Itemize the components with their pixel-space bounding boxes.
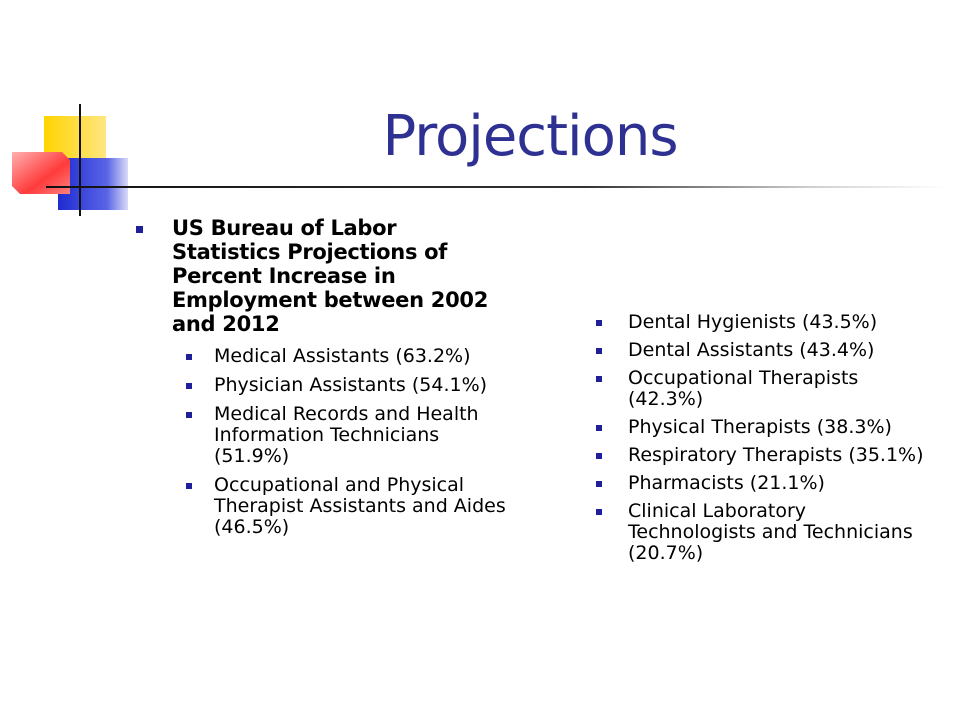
left-column	[136, 216, 506, 546]
list-item	[596, 340, 926, 361]
bullet-square-icon	[136, 226, 143, 233]
right-column	[596, 312, 926, 571]
list-item-text: Medical Records and Health Information Technicians (51.9%)	[214, 403, 479, 467]
list-item-text: Dental Hygienists (43.5%)	[628, 311, 878, 333]
main-bullet	[136, 216, 506, 336]
bullet-square-icon	[596, 481, 602, 487]
main-bullet-text: US Bureau of Labor Statistics Projections of Percent Increase in Employment between 2002 and 2012	[172, 216, 489, 336]
list-item	[186, 475, 506, 538]
list-item-text: Physician Assistants (54.1%)	[214, 374, 488, 396]
list-item	[596, 417, 926, 438]
right-sub-list	[596, 312, 926, 564]
list-item	[596, 445, 926, 466]
bullet-square-icon	[596, 425, 602, 431]
list-item-text: Clinical Laboratory Technologists and Technicians (20.7%)	[628, 500, 913, 564]
list-item-text: Dental Assistants (43.4%)	[628, 339, 875, 361]
list-item	[186, 346, 506, 367]
list-item	[596, 312, 926, 333]
bullet-square-icon	[186, 354, 192, 360]
list-item	[186, 375, 506, 396]
list-item-text: Occupational and Physical Therapist Assistants and Aides (46.5%)	[214, 474, 506, 538]
list-item-text: Physical Therapists (38.3%)	[628, 416, 892, 438]
bullet-square-icon	[596, 348, 602, 354]
bullet-square-icon	[596, 376, 602, 382]
bullet-square-icon	[186, 412, 192, 418]
bullet-square-icon	[596, 320, 602, 326]
list-item-text: Respiratory Therapists (35.1%)	[628, 444, 924, 466]
bullet-square-icon	[186, 383, 192, 389]
list-item	[596, 368, 926, 410]
left-sub-list	[136, 346, 506, 538]
bullet-square-icon	[186, 483, 192, 489]
bullet-square-icon	[596, 509, 602, 515]
list-item-text: Pharmacists (21.1%)	[628, 472, 825, 494]
list-item-text: Occupational Therapists (42.3%)	[628, 367, 859, 410]
list-item	[596, 473, 926, 494]
list-item-text: Medical Assistants (63.2%)	[214, 345, 471, 367]
list-item	[186, 404, 506, 467]
title-underline	[46, 186, 946, 188]
slide-title: Projections	[382, 104, 678, 169]
list-item	[596, 501, 926, 564]
bullet-square-icon	[596, 453, 602, 459]
